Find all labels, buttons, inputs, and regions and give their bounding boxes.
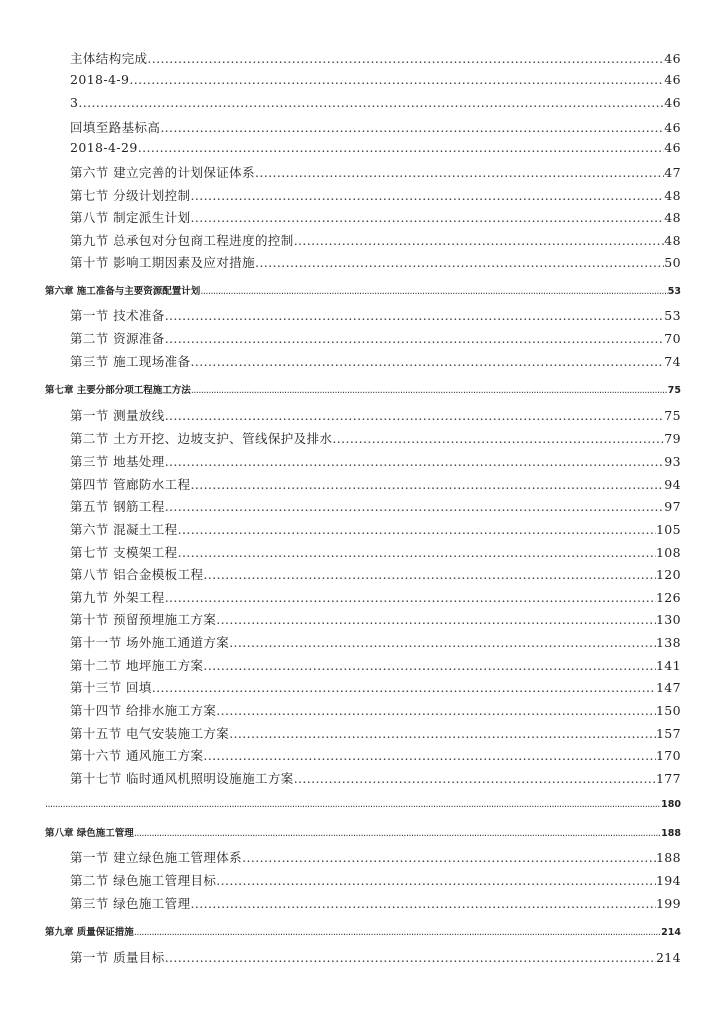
toc-entry-label: 主体结构完成 xyxy=(70,51,148,66)
toc-page-number: 75 xyxy=(664,408,681,423)
toc-page-number: 214 xyxy=(661,927,681,938)
dot-leader xyxy=(294,233,665,248)
toc-chapter[interactable] xyxy=(45,283,681,297)
toc-page-number: 150 xyxy=(655,703,681,718)
dot-leader xyxy=(203,658,656,673)
dot-leader xyxy=(165,950,656,965)
toc-page-number: 177 xyxy=(655,771,681,786)
toc-page-number: 48 xyxy=(664,233,681,248)
toc-entry-label: 第三节 绿色施工管理 xyxy=(70,896,191,911)
toc-chapter[interactable] xyxy=(45,382,681,396)
dot-leader xyxy=(190,354,664,369)
toc-page-number: 94 xyxy=(664,477,681,492)
dot-leader xyxy=(45,799,661,810)
toc-page-number: 48 xyxy=(664,210,681,225)
toc-page-number: 74 xyxy=(664,354,681,369)
toc-entry-label: 第三节 施工现场准备 xyxy=(70,354,191,369)
dot-leader xyxy=(203,748,656,763)
toc-page-number: 53 xyxy=(667,286,681,297)
dot-leader xyxy=(165,331,665,346)
toc-page-number: 194 xyxy=(655,873,681,888)
toc-chapter-label: 第九章 质量保证措施 xyxy=(45,927,134,938)
toc-page-number: 170 xyxy=(655,748,681,763)
toc-entry[interactable] xyxy=(70,656,681,674)
toc-entry-label: 第一节 测量放线 xyxy=(70,408,165,423)
toc-entry[interactable] xyxy=(70,208,681,226)
toc-page-number: 180 xyxy=(661,799,681,810)
toc-entry[interactable] xyxy=(70,871,681,889)
toc-page-number: 157 xyxy=(655,726,681,741)
dot-leader xyxy=(255,165,664,180)
toc-entry-label: 第十节 预留预埋施工方案 xyxy=(70,612,217,627)
toc-page-number: 75 xyxy=(667,385,681,396)
toc-page-number: 79 xyxy=(664,431,681,446)
toc-page-number: 93 xyxy=(664,454,681,469)
toc-entry[interactable] xyxy=(70,633,681,651)
dot-leader xyxy=(216,703,656,718)
dot-leader xyxy=(242,850,656,865)
toc-entry[interactable] xyxy=(70,520,681,538)
toc-entry[interactable] xyxy=(70,406,681,424)
toc-entry[interactable] xyxy=(70,72,681,87)
toc-entry[interactable] xyxy=(70,610,681,628)
toc-entry-label: 第七节 分级计划控制 xyxy=(70,188,191,203)
toc-page-number: 120 xyxy=(655,567,681,582)
toc-page-number: 105 xyxy=(655,522,681,537)
dot-leader xyxy=(191,385,668,396)
toc-entry-label: 第十三节 回填 xyxy=(70,680,152,695)
toc-entry[interactable] xyxy=(70,452,681,470)
toc-page-number: 46 xyxy=(664,51,681,66)
toc-entry[interactable] xyxy=(70,894,681,912)
dot-leader xyxy=(138,140,665,155)
toc-entry[interactable] xyxy=(70,140,681,155)
toc-entry[interactable] xyxy=(70,746,681,764)
dot-leader xyxy=(134,828,661,839)
dot-leader xyxy=(190,188,664,203)
dot-leader xyxy=(190,477,664,492)
toc-entry[interactable] xyxy=(70,186,681,204)
dot-leader xyxy=(294,771,656,786)
toc-page-number: 46 xyxy=(664,95,681,110)
toc-entry-label: 第九节 总承包对分包商工程进度的控制 xyxy=(70,233,294,248)
toc-entry[interactable] xyxy=(70,678,681,696)
toc-entry-label: 第二节 绿色施工管理目标 xyxy=(70,873,217,888)
toc-entry-label: 2018-4-29 xyxy=(70,140,138,155)
toc-entry[interactable] xyxy=(70,49,681,67)
toc-entry-label: 第十一节 场外施工通道方案 xyxy=(70,635,230,650)
toc-page-number: 50 xyxy=(664,255,681,270)
toc-entry-label: 第十四节 给排水施工方案 xyxy=(70,703,217,718)
toc-chapter[interactable] xyxy=(45,924,681,938)
dot-leader xyxy=(129,72,664,87)
dot-leader xyxy=(134,927,661,938)
toc-page-number: 199 xyxy=(655,896,681,911)
toc-entry[interactable] xyxy=(70,948,681,966)
toc-entry[interactable] xyxy=(70,848,681,866)
toc-page-number: 130 xyxy=(655,612,681,627)
toc-chapter-label: 第八章 绿色施工管理 xyxy=(45,828,134,839)
toc-entry[interactable] xyxy=(70,95,681,110)
toc-entry[interactable] xyxy=(70,543,681,561)
toc-page-number: 46 xyxy=(664,120,681,135)
toc-entry-label: 第二节 资源准备 xyxy=(70,331,165,346)
toc-page-number: 70 xyxy=(664,331,681,346)
toc-entry[interactable] xyxy=(70,231,681,249)
toc-entry[interactable] xyxy=(70,475,681,493)
toc-entry[interactable] xyxy=(70,163,681,181)
toc-entry-label: 第一节 建立绿色施工管理体系 xyxy=(70,850,243,865)
toc-entry[interactable] xyxy=(70,701,681,719)
toc-entry-label: 第五节 钢筋工程 xyxy=(70,499,165,514)
toc-entry[interactable] xyxy=(70,118,681,136)
dot-leader xyxy=(332,431,664,446)
toc-page-number: 48 xyxy=(664,188,681,203)
toc-chapter[interactable] xyxy=(45,825,681,839)
toc-page-number: 46 xyxy=(664,72,681,87)
dot-leader xyxy=(216,612,656,627)
toc-chapter[interactable] xyxy=(45,799,681,810)
dot-leader xyxy=(78,95,664,110)
toc-entry-label: 3 xyxy=(70,95,79,110)
toc-entry[interactable] xyxy=(70,352,681,370)
toc-entry[interactable] xyxy=(70,306,681,324)
dot-leader xyxy=(147,51,664,66)
dot-leader xyxy=(165,408,665,423)
toc-entry-label: 第十五节 电气安装施工方案 xyxy=(70,726,230,741)
toc-entry-label: 第二节 土方开挖、边坡支护、管线保护及排水 xyxy=(70,431,333,446)
toc-entry-label: 2018-4-9 xyxy=(70,72,130,87)
dot-leader xyxy=(229,635,656,650)
toc-page-number: 47 xyxy=(664,165,681,180)
dot-leader xyxy=(152,680,656,695)
toc-page-number: 214 xyxy=(655,950,681,965)
toc-entry[interactable] xyxy=(70,769,681,787)
toc-entry-label: 第一节 技术准备 xyxy=(70,308,165,323)
toc-entry-label: 第八节 铝合金模板工程 xyxy=(70,567,204,582)
toc-entry-label: 第十节 影响工期因素及应对措施 xyxy=(70,255,255,270)
toc-entry[interactable] xyxy=(70,588,681,606)
toc-page-number: 188 xyxy=(661,828,681,839)
toc-page-number: 126 xyxy=(655,590,681,605)
toc-page-number: 138 xyxy=(655,635,681,650)
dot-leader xyxy=(229,726,656,741)
dot-leader xyxy=(255,255,664,270)
dot-leader xyxy=(165,499,665,514)
toc-page-number: 147 xyxy=(655,680,681,695)
toc-entry-label: 第十六节 通风施工方案 xyxy=(70,748,204,763)
toc-entry-label: 第四节 管廊防水工程 xyxy=(70,477,191,492)
dot-leader xyxy=(203,567,656,582)
dot-leader xyxy=(165,590,656,605)
dot-leader xyxy=(165,308,665,323)
toc-page-number: 53 xyxy=(664,308,681,323)
toc-entry-label: 第十七节 临时通风机照明设施施工方案 xyxy=(70,771,294,786)
toc-page-number: 46 xyxy=(664,140,681,155)
dot-leader xyxy=(190,896,655,911)
toc-chapter-label: 第七章 主要分部分项工程施工方法 xyxy=(45,385,191,396)
toc-page-number: 108 xyxy=(655,545,681,560)
dot-leader xyxy=(165,454,665,469)
toc-entry[interactable] xyxy=(70,565,681,583)
toc-entry[interactable] xyxy=(70,429,681,447)
dot-leader xyxy=(200,286,667,297)
toc-page-number: 141 xyxy=(655,658,681,673)
toc-entry-label: 第六节 混凝土工程 xyxy=(70,522,178,537)
toc-entry-label: 第六节 建立完善的计划保证体系 xyxy=(70,165,255,180)
toc-entry-label: 第十二节 地坪施工方案 xyxy=(70,658,204,673)
toc-entry[interactable] xyxy=(70,724,681,742)
toc-chapter-label: 第六章 施工准备与主要资源配置计划 xyxy=(45,286,201,297)
toc-entry-label: 第九节 外架工程 xyxy=(70,590,165,605)
toc-entry-label: 回填至路基标高 xyxy=(70,120,161,135)
toc-entry-label: 第七节 支模架工程 xyxy=(70,545,178,560)
toc-entry[interactable] xyxy=(70,497,681,515)
toc-entry[interactable] xyxy=(70,253,681,271)
toc-entry[interactable] xyxy=(70,329,681,347)
toc-entry-label: 第一节 质量目标 xyxy=(70,950,165,965)
toc-page-number: 97 xyxy=(664,499,681,514)
toc-entry-label: 第八节 制定派生计划 xyxy=(70,210,191,225)
dot-leader xyxy=(178,522,656,537)
dot-leader xyxy=(160,120,664,135)
dot-leader xyxy=(216,873,656,888)
toc-entry-label: 第三节 地基处理 xyxy=(70,454,165,469)
dot-leader xyxy=(178,545,656,560)
toc-page-number: 188 xyxy=(655,850,681,865)
dot-leader xyxy=(190,210,664,225)
